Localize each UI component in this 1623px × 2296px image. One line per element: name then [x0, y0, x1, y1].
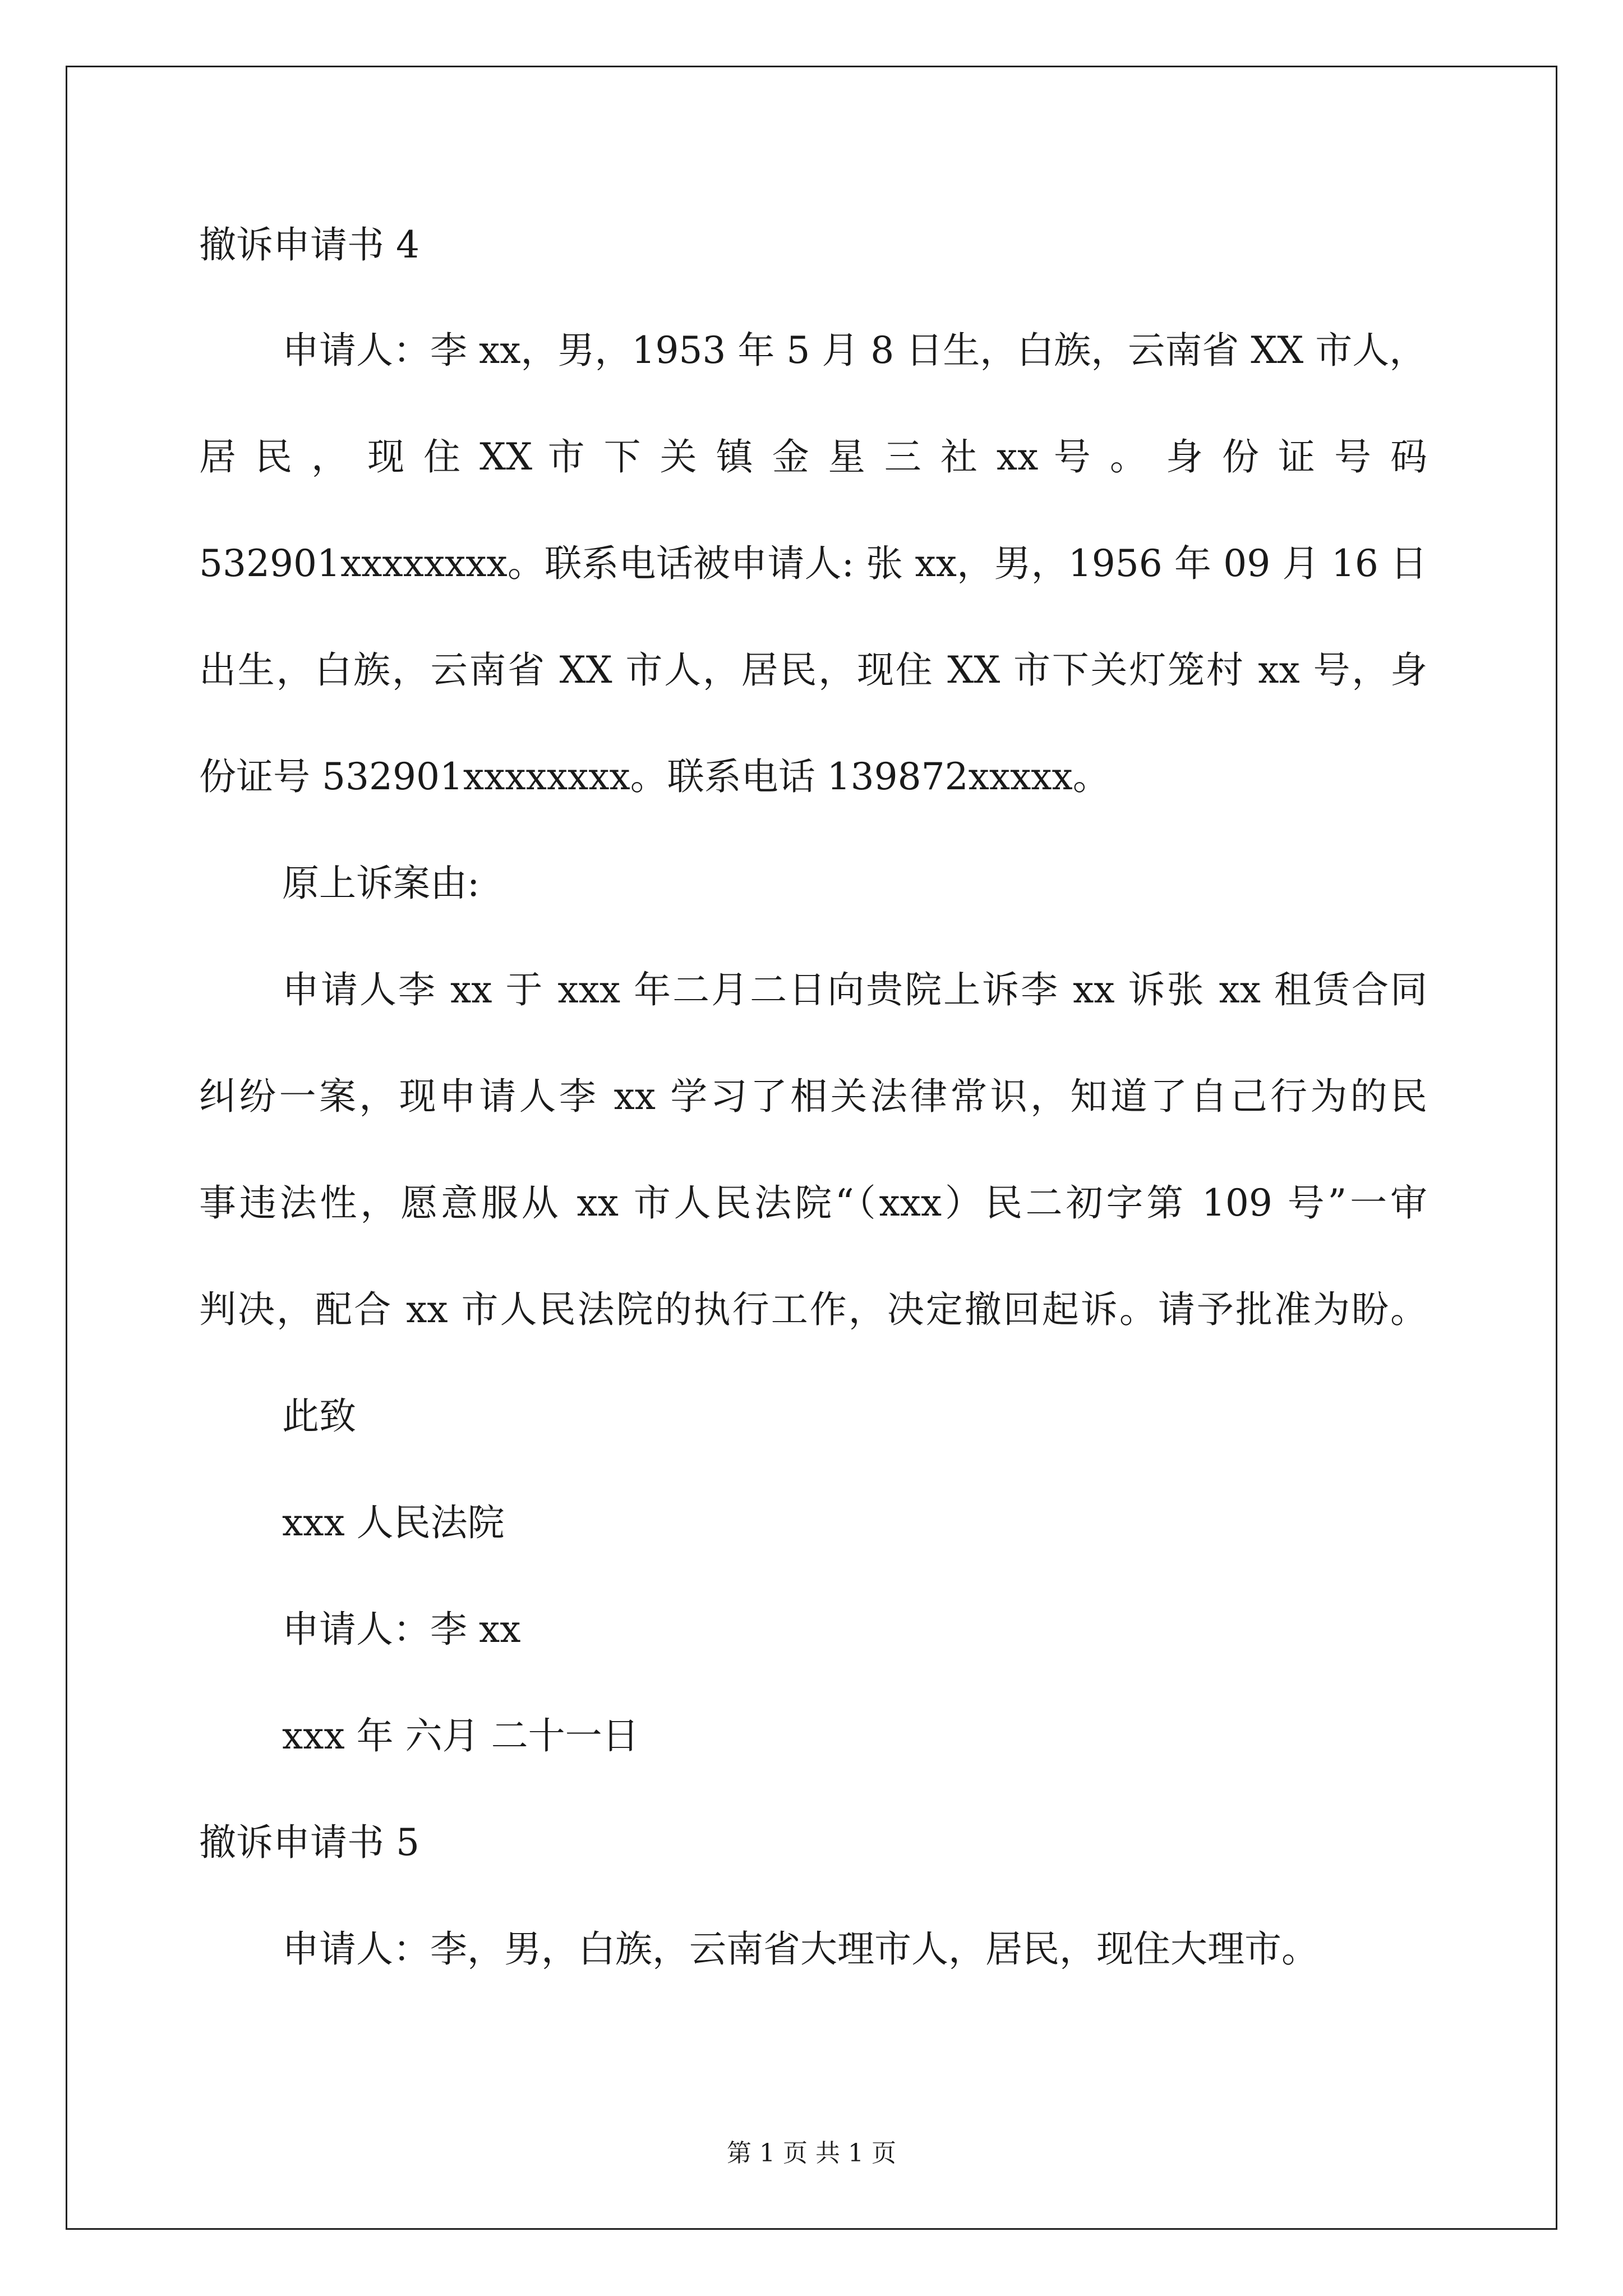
date-line: xxx 年 六月 二十一日 [282, 1714, 639, 1757]
signature-line: 申请人：李 xx [282, 1608, 521, 1651]
applicant-line-5: 份证号 532901xxxxxxxx。联系电话 139872xxxxx。 [199, 755, 1110, 798]
case-heading: 原上诉案由: [282, 862, 480, 905]
applicant-5-line-1: 申请人：李，男，白族，云南省大理市人，居民，现住大理市。 [282, 1927, 1318, 1971]
section-title-5: 撤诉申请书 5 [199, 1821, 419, 1864]
applicant-line-2: 居 民 ， 现 住 XX 市 下 关 镇 金 星 三 社 xx 号 。 身 份 证 号 码 [199, 435, 1427, 478]
section-title-4: 撤诉申请书 4 [199, 223, 419, 266]
page-border [66, 66, 1557, 2230]
case-line-4: 判决，配合 xx 市人民法院的执行工作，决定撤回起诉。请予批准为盼。 [199, 1288, 1427, 1331]
case-line-3: 事违法性，愿意服从 xx 市人民法院“（xxx）民二初字第 109 号”一审 [199, 1181, 1427, 1225]
applicant-line-1: 申请人：李 xx，男，1953 年 5 月 8 日生，白族，云南省 XX 市人， [282, 329, 1427, 372]
applicant-line-3: 532901xxxxxxxx。联系电话被申请人: 张 xx，男，1956 年 09 月 16 日 [199, 542, 1427, 585]
applicant-line-4: 出生，白族，云南省 XX 市人，居民，现住 XX 市下关灯笼村 xx 号，身 [199, 648, 1427, 692]
case-line-1: 申请人李 xx 于 xxx 年二月二日向贵院上诉李 xx 诉张 xx 租赁合同 [282, 968, 1427, 1011]
salutation: 此致 [282, 1395, 356, 1438]
page-number-footer: 第 1 页 共 1 页 [727, 2139, 896, 2168]
court-name: xxx 人民法院 [282, 1501, 505, 1544]
case-line-2: 纠纷一案，现申请人李 xx 学习了相关法律常识，知道了自己行为的民 [199, 1075, 1427, 1118]
